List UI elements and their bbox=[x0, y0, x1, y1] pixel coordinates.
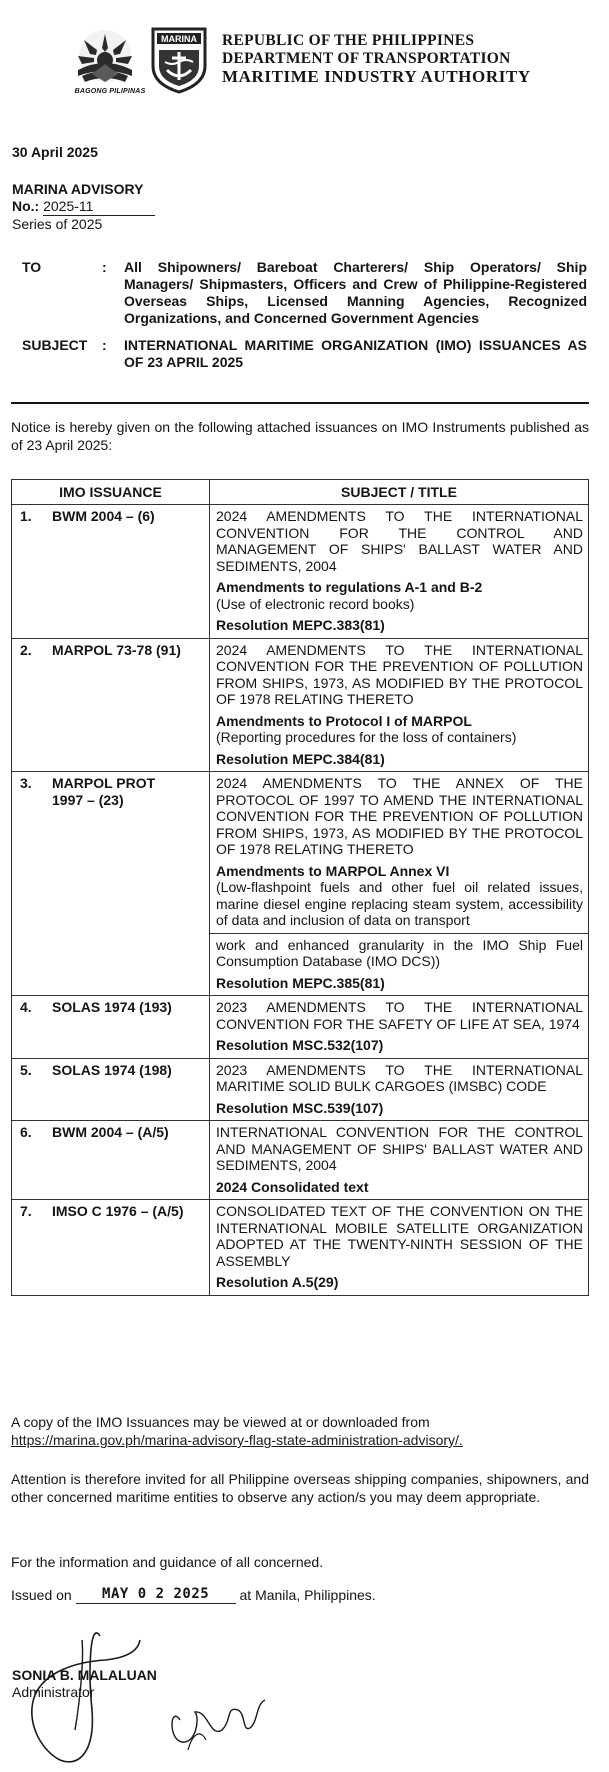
issuance-title: 2023 AMENDMENTS TO THE INTERNATIONAL MARITIME SOLID BULK CARGOES (IMSBC) CODE bbox=[216, 1061, 583, 1094]
subject-colon: : bbox=[102, 337, 107, 353]
amendment-note-continued: work and enhanced granularity in the IMO Ship Fuel Consumption Database (IMO DCS)) bbox=[216, 936, 583, 969]
letterhead-line-authority: MARITIME INDUSTRY AUTHORITY bbox=[222, 67, 531, 86]
table-row bbox=[12, 996, 589, 1059]
resolution-number: Resolution MEPC.384(81) bbox=[216, 750, 385, 767]
issuance-cell bbox=[12, 1058, 210, 1121]
resolution-number: 2024 Consolidated text bbox=[216, 1178, 369, 1195]
signatory-name: SONIA B. MALALUAN bbox=[12, 1667, 157, 1683]
subject-label: SUBJECT bbox=[22, 337, 88, 353]
resolution-number: Resolution MEPC.385(81) bbox=[216, 974, 385, 991]
to-colon: : bbox=[102, 259, 107, 275]
header-imo-issuance: IMO ISSUANCE bbox=[12, 480, 210, 505]
issued-suffix: at Manila, Philippines. bbox=[239, 1587, 376, 1603]
issuances-table bbox=[11, 479, 589, 1296]
issuance-code: BWM 2004 – (A/5) bbox=[52, 1124, 169, 1140]
header-subject-title: SUBJECT / TITLE bbox=[210, 480, 589, 505]
table-row bbox=[12, 1058, 589, 1121]
table-row bbox=[12, 638, 589, 772]
issued-prefix: Issued on bbox=[11, 1587, 72, 1603]
table-header-row bbox=[12, 480, 589, 505]
letterhead-line-department: DEPARTMENT OF TRANSPORTATION bbox=[222, 50, 511, 67]
row-number: 6. bbox=[20, 1124, 32, 1140]
row-number: 1. bbox=[20, 508, 32, 524]
row-number: 3. bbox=[20, 775, 32, 791]
bagong-pilipinas-caption: BAGONG PILIPINAS bbox=[74, 88, 146, 95]
advisory-meta bbox=[12, 144, 155, 233]
marina-logo-caption: MARINA bbox=[161, 34, 197, 44]
issuance-title: 2024 AMENDMENTS TO THE INTERNATIONAL CONVENTION FOR THE CONTROL AND MANAGEMENT OF SHIPS' BALLAST WATER AND SEDIMENTS, 2004 bbox=[216, 508, 583, 574]
issuance-cell bbox=[12, 1121, 210, 1200]
issuance-code: IMSO C 1976 – (A/5) bbox=[52, 1203, 184, 1219]
row-number: 2. bbox=[20, 641, 32, 658]
amendment-heading: Amendments to regulations A-1 and B-2 bbox=[216, 579, 483, 595]
issuance-code-line2: 1997 – (23) bbox=[52, 791, 124, 808]
copy-text: A copy of the IMO Issuances may be viewed at or downloaded from bbox=[11, 1414, 430, 1430]
resolution-number: Resolution MSC.532(107) bbox=[216, 1037, 384, 1053]
marina-shield-logo-icon bbox=[150, 26, 208, 94]
letterhead-line-republic: REPUBLIC OF THE PHILIPPINES bbox=[222, 32, 475, 49]
signatory-title: Administrator bbox=[12, 1684, 95, 1700]
title-cell bbox=[210, 638, 589, 772]
row-number: 7. bbox=[20, 1203, 32, 1219]
title-cell bbox=[210, 996, 589, 1059]
amendment-heading: Amendments to MARPOL Annex VI bbox=[216, 862, 450, 879]
to-row bbox=[22, 259, 587, 327]
letterhead-text bbox=[222, 32, 531, 86]
title-cell bbox=[210, 505, 589, 639]
attention-paragraph: Attention is therefore invited for all Philippine overseas shipping companies, shipowners, and other concerned maritime entities to observe any action/s you may deem appropriate. bbox=[11, 1471, 589, 1505]
table-row bbox=[12, 1200, 589, 1296]
issuance-code: MARPOL PROT bbox=[52, 775, 156, 791]
issuance-code: MARPOL 73-78 (91) bbox=[52, 641, 181, 658]
to-label: TO bbox=[22, 259, 42, 275]
letterhead bbox=[70, 26, 550, 96]
table-row bbox=[12, 1121, 589, 1200]
resolution-number: Resolution A.5(29) bbox=[216, 1274, 339, 1290]
amendment-note: (Reporting procedures for the loss of containers) bbox=[216, 729, 517, 745]
issuance-cell bbox=[12, 505, 210, 639]
copy-paragraph bbox=[11, 1413, 589, 1449]
addressing-block bbox=[22, 259, 587, 371]
amendment-heading: Amendments to Protocol I of MARPOL bbox=[216, 712, 472, 729]
guidance-paragraph: For the information and guidance of all concerned. bbox=[11, 1554, 324, 1570]
subject-text: INTERNATIONAL MARITIME ORGANIZATION (IMO) ISSUANCES AS OF 23 APRIL 2025 bbox=[124, 337, 587, 370]
amendment-note: (Use of electronic record books) bbox=[216, 595, 415, 612]
bagong-pilipinas-logo-icon bbox=[70, 26, 140, 96]
advisory-number-label: No.: bbox=[12, 198, 40, 214]
issuance-cell bbox=[12, 1200, 210, 1296]
issuance-cell bbox=[12, 638, 210, 772]
issuances-link[interactable]: https://marina.gov.ph/marina-advisory-flag-state-administration-advisory/. bbox=[11, 1432, 463, 1448]
issuance-title: CONSOLIDATED TEXT OF THE CONVENTION ON THE INTERNATIONAL MOBILE SATELLITE ORGANIZATION ADOPTED AT THE TWENTY-NINTH SESSION OF THE ASSEMBLY bbox=[216, 1203, 583, 1269]
issuance-code: BWM 2004 – (6) bbox=[52, 508, 155, 524]
title-cell-continued bbox=[210, 933, 589, 996]
advisory-number-value: 2025-11 bbox=[43, 198, 155, 216]
notice-paragraph: Notice is hereby given on the following attached issuances on IMO Instruments published as of 23 April 2025: bbox=[11, 419, 589, 453]
table-row bbox=[12, 505, 589, 639]
issuance-code: SOLAS 1974 (193) bbox=[52, 999, 172, 1015]
issuance-title: INTERNATIONAL CONVENTION FOR THE CONTROL AND MANAGEMENT OF SHIPS' BALLAST WATER AND SEDIMENTS, 2004 bbox=[216, 1124, 583, 1173]
resolution-number: Resolution MSC.539(107) bbox=[216, 1099, 384, 1116]
amendment-note: (Low-flashpoint fuels and other fuel oil related issues, marine diesel engine replacing steam system, accessibility of data and inclusion of data on transport bbox=[216, 879, 583, 928]
subject-row bbox=[22, 337, 587, 371]
issuance-title: 2023 AMENDMENTS TO THE INTERNATIONAL CONVENTION FOR THE SAFETY OF LIFE AT SEA, 1974 bbox=[216, 999, 583, 1032]
issuance-title: 2024 AMENDMENTS TO THE INTERNATIONAL CONVENTION FOR THE PREVENTION OF POLLUTION FROM SHIPS, 1973, AS MODIFIED BY THE PROTOCOL OF 1978 RELATING THERETO bbox=[216, 641, 583, 707]
issued-date-stamp: MAY 0 2 2025 bbox=[76, 1585, 236, 1604]
issuance-code: SOLAS 1974 (198) bbox=[52, 1061, 172, 1078]
row-number: 5. bbox=[20, 1061, 32, 1078]
advisory-date: 30 April 2025 bbox=[12, 144, 98, 160]
issuance-cell bbox=[12, 772, 210, 996]
title-cell bbox=[210, 1121, 589, 1200]
advisory-series: Series of 2025 bbox=[12, 216, 103, 232]
advisory-number bbox=[12, 198, 155, 216]
advisory-title: MARINA ADVISORY bbox=[12, 181, 144, 197]
resolution-number: Resolution MEPC.383(81) bbox=[216, 617, 385, 633]
header-divider bbox=[11, 402, 589, 404]
issuance-cell bbox=[12, 996, 210, 1059]
title-cell bbox=[210, 1058, 589, 1121]
title-cell bbox=[210, 772, 589, 934]
table-row bbox=[12, 772, 589, 934]
to-recipients: All Shipowners/ Bareboat Charterers/ Ship Operators/ Ship Managers/ Shipmasters, Officers and Crew of Philippine-Registered Overseas Ships, Licensed Manning Agencies, Recognized Organizations, and Concerned Government Agencies bbox=[124, 259, 587, 326]
issuance-title: 2024 AMENDMENTS TO THE ANNEX OF THE PROTOCOL OF 1997 TO AMEND THE INTERNATIONAL CONVENTION FOR THE PREVENTION OF POLLUTION FROM SHIPS, 1973, AS MODIFIED BY THE PROTOCOL OF 1978 RELATING THERETO bbox=[216, 775, 583, 857]
row-number: 4. bbox=[20, 999, 32, 1015]
title-cell bbox=[210, 1200, 589, 1296]
